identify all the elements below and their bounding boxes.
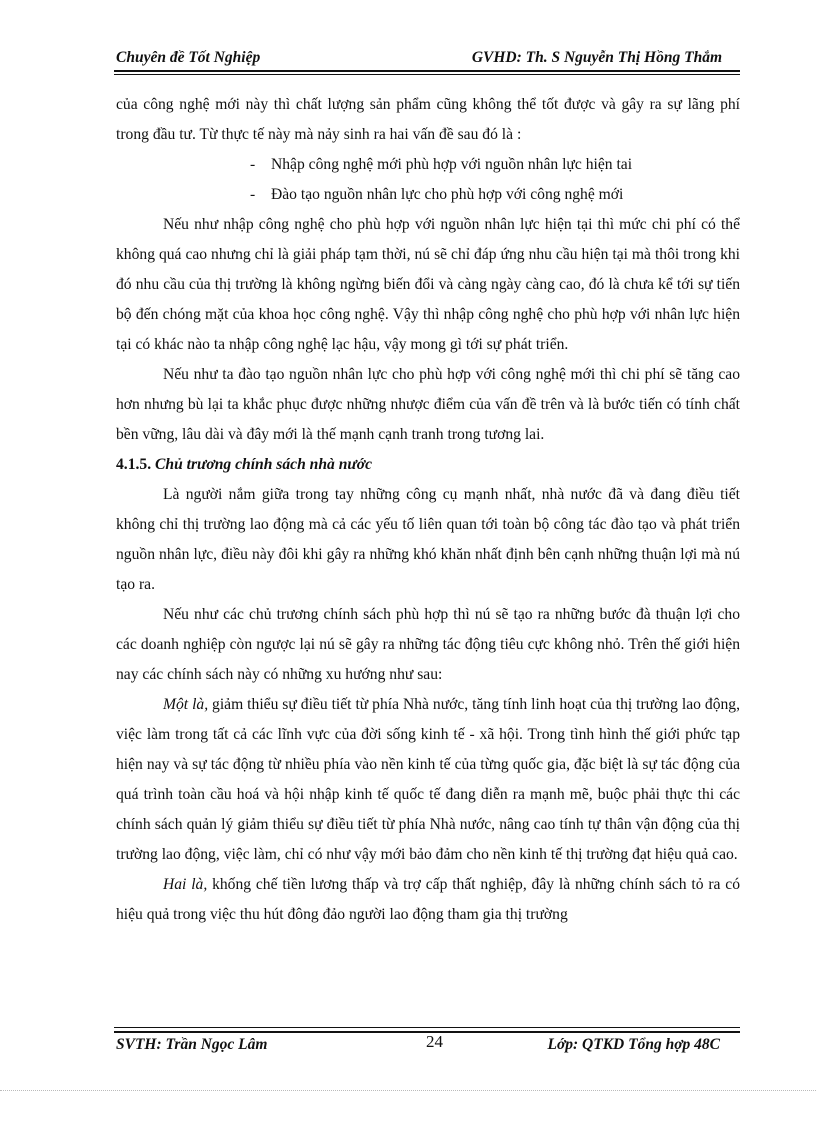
paragraph-2: Nếu như nhập công nghệ cho phù hợp với nguồn nhân lực hiện tại thì mức chi phí có thể không quá cao nhưng chỉ là giải pháp tạm thời, nú sẽ chỉ đáp ứng nhu cầu hiện tại mà thôi trong khi đó nhu cầu của thị trường là không ngừng biến đổi và càng ngày càng cao, đó là chưa kể tới sự tiến bộ đến chóng mặt của khoa học công nghệ. Vậy thì nhập công nghệ cho phù hợp với nhân lực hiện tại có khác nào ta nhập công nghệ lạc hậu, vậy mong gì tới sự phát triển. <box>116 216 740 353</box>
bullet-text: Đào tạo nguồn nhân lực cho phù hợp với công nghệ mới <box>271 186 624 203</box>
header-rule <box>114 70 740 72</box>
paragraph-7-text: khống chế tiền lương thấp và trợ cấp thất nghiệp, đây là những chính sách tỏ ra có hiệu quả trong việc thu hút đông đảo người lao động tham gia thị trường <box>116 876 740 923</box>
paragraph-6-text: giảm thiểu sự điều tiết từ phía Nhà nước, tăng tính linh hoạt của thị trường lao động, việc làm trong tất cả các lĩnh vực của đời sống kinh tế - xã hội. Trong tình hình thế giới phức tạp hiện nay và sự tác động từ nhiều phía vào nền kinh tế của từng quốc gia, đặc biệt là sự tác động của quá trình toàn cầu hoá và hội nhập kinh tế quốc tế đang diễn ra mạnh mẽ, buộc phải thực thi các chính sách quản lý giảm thiểu sự điều tiết từ phía Nhà nước, nâng cao tính tự thân vận động của thị trường lao động, việc làm, chỉ có như vậy mới bảo đảm cho nền kinh tế thị trường đạt hiệu quả cao. <box>116 696 741 863</box>
section-number: 4.1.5. <box>116 456 152 473</box>
page-header <box>114 47 740 69</box>
page-number: 24 <box>426 1032 443 1051</box>
bullet-dash: - <box>250 156 256 173</box>
header-thesis-title: Chuyên đề Tốt Nghiệp <box>116 49 261 66</box>
bullet-item-2 <box>116 180 740 210</box>
header-rule-thin <box>114 74 740 75</box>
footer-class: Lớp: QTKD Tổng hợp 48C <box>547 1036 720 1053</box>
paragraph-5: Nếu như các chủ trương chính sách phù hợp thì nú sẽ tạo ra những bước đà thuận lợi cho các doanh nghiệp còn ngược lại nú sẽ gây ra những tác động tiêu cực không nhỏ. Trên thế giới hiện nay các chính sách này có những xu hướng như sau: <box>116 606 740 683</box>
paragraph-6 <box>116 690 740 870</box>
paragraph-3: Nếu như ta đào tạo nguồn nhân lực cho phù hợp với công nghệ mới thì chi phí sẽ tăng cao hơn nhưng bù lại ta khắc phục được những nhược điểm của vấn đề trên và là bước tiến có tính chất bền vững, lâu dài và đây mới là thế mạnh cạnh tranh trong tương lai. <box>116 366 740 443</box>
footer-student: SVTH: Trần Ngọc Lâm <box>116 1036 268 1053</box>
paragraph-4: Là người nắm giữa trong tay những công cụ mạnh nhất, nhà nước đã và đang điều tiết không chỉ thị trường lao động mà cả các yếu tố liên quan tới toàn bộ công tác đào tạo và phát triển nguồn nhân lực, điều này đôi khi gây ra những khó khăn nhất định bên cạnh những thuận lợi mà nú tạo ra. <box>116 486 740 593</box>
section-title: Chủ trương chính sách nhà nước <box>155 456 372 473</box>
header-advisor: GVHD: Th. S Nguyễn Thị Hồng Thắm <box>471 49 722 66</box>
page-footer <box>114 1034 740 1058</box>
page-boundary <box>0 1090 816 1091</box>
paragraph-1: của công nghệ mới này thì chất lượng sản phẩm cũng không thể tốt được và gây ra sự lãng phí trong đầu tư. Từ thực tế này mà nảy sinh ra hai vấn đề sau đó là : <box>116 96 740 143</box>
paragraph-7 <box>116 870 740 930</box>
footer-rule-thin <box>114 1027 740 1028</box>
paragraph-7-lead: Hai là, <box>163 876 208 893</box>
bullet-item-1 <box>116 150 740 180</box>
bullet-text: Nhập công nghệ mới phù hợp với nguồn nhân lực hiện tai <box>271 156 633 173</box>
section-heading <box>116 450 740 480</box>
paragraph-6-lead: Một là, <box>163 696 209 713</box>
page-body <box>116 90 740 930</box>
bullet-dash: - <box>250 186 256 203</box>
